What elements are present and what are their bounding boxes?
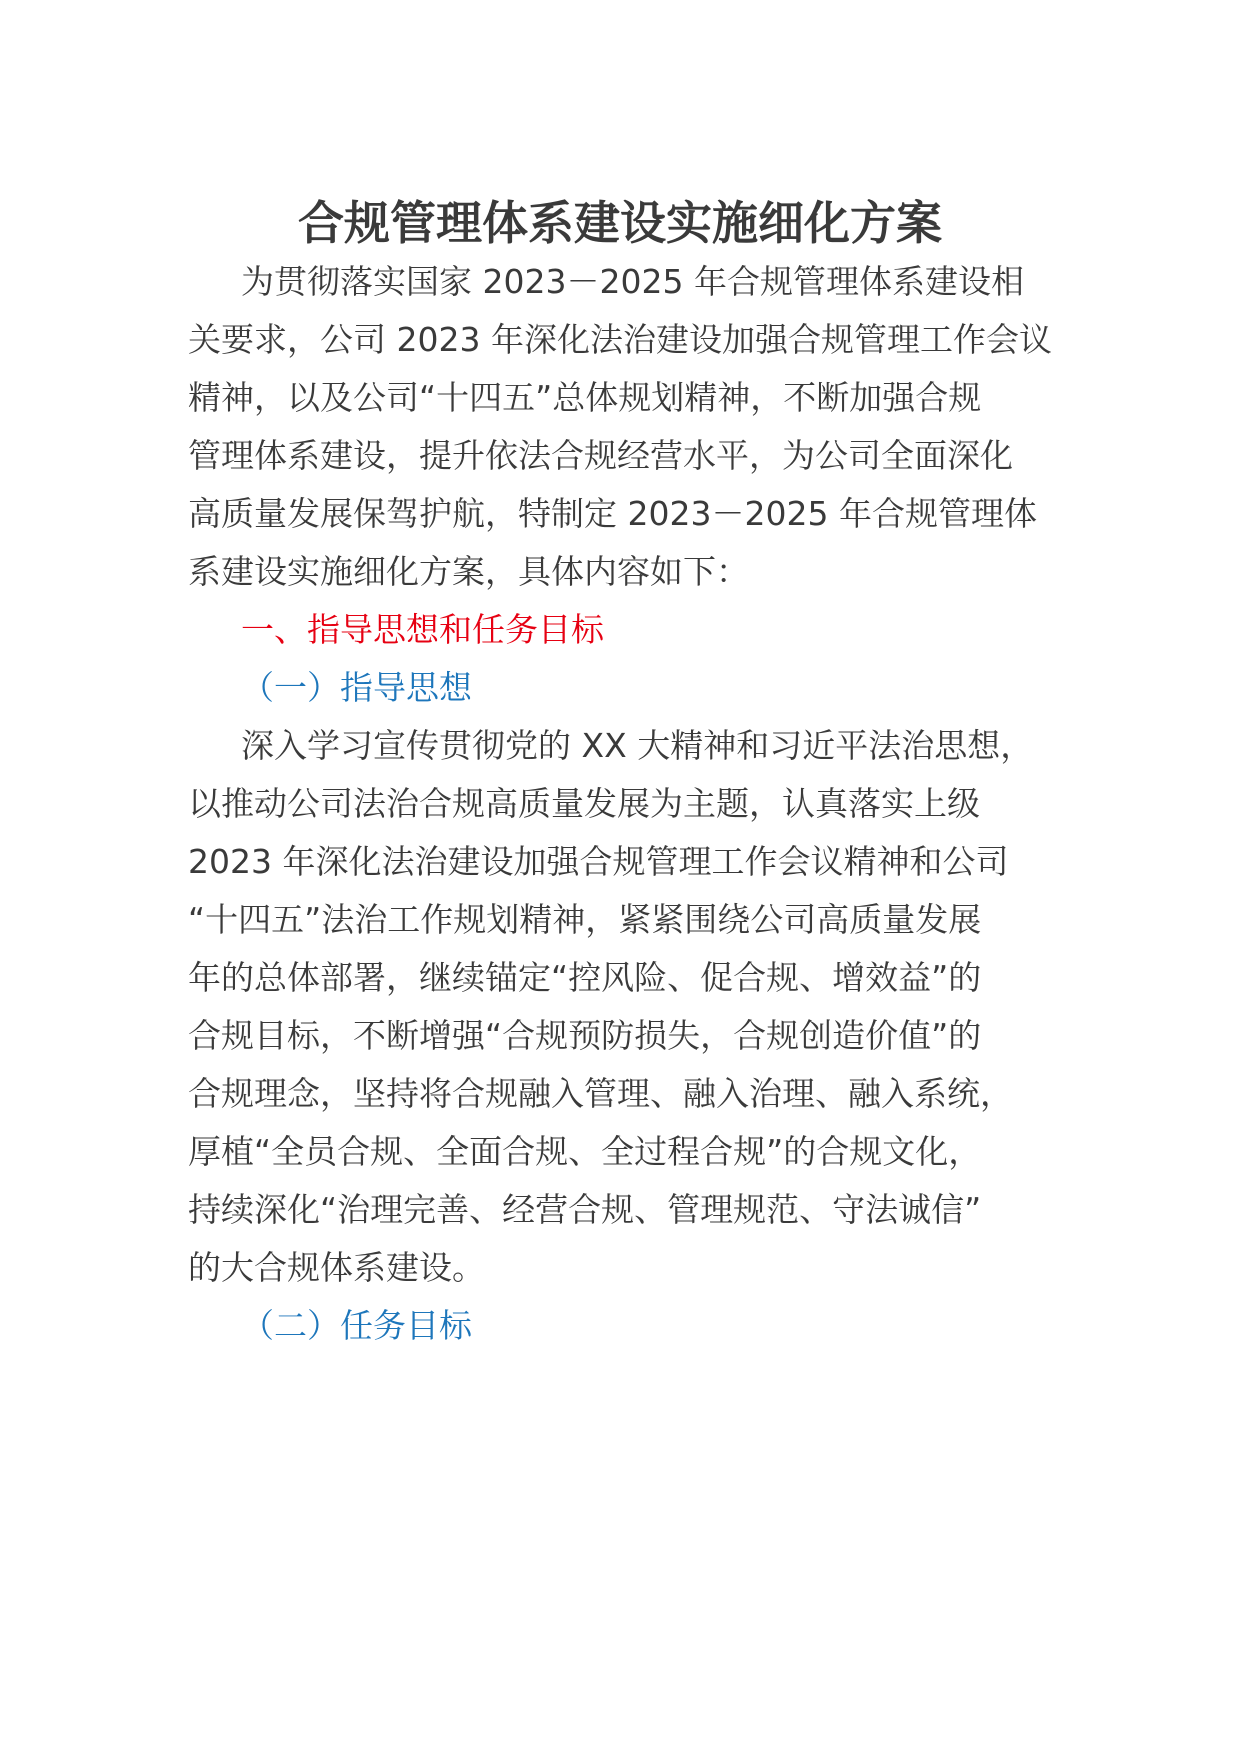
- intro-line: 管理体系建设，提升依法合规经营水平，为公司全面深化: [188, 436, 1013, 475]
- intro-line: 精神，以及公司“十四五”总体规划精神，不断加强合规: [188, 378, 982, 417]
- subsection-heading: （一）指导思想: [241, 668, 472, 707]
- guiding-line: 合规理念，坚持将合规融入管理、融入治理、融入系统，: [188, 1074, 1013, 1113]
- section-heading: 一、指导思想和任务目标: [241, 610, 604, 649]
- guiding-line: 的大合规体系建设。: [188, 1248, 485, 1287]
- guiding-line: 持续深化“治理完善、经营合规、管理规范、守法诚信”: [188, 1190, 982, 1229]
- guiding-line: 年的总体部署，继续锚定“控风险、促合规、增效益”的: [188, 958, 982, 997]
- guiding-line: “十四五”法治工作规划精神，紧紧围绕公司高质量发展: [188, 900, 982, 939]
- guiding-line: 深入学习宣传贯彻党的 XX 大精神和习近平法治思想，: [241, 726, 1034, 765]
- guiding-line: 以推动公司法治合规高质量发展为主题，认真落实上级: [188, 784, 980, 823]
- intro-line: 为贯彻落实国家 2023－2025 年合规管理体系建设相: [241, 262, 1024, 301]
- guiding-line: 2023 年深化法治建设加强合规管理工作会议精神和公司: [188, 842, 1009, 881]
- document-title: 合规管理体系建设实施细化方案: [298, 196, 942, 250]
- intro-line: 系建设实施细化方案，具体内容如下：: [188, 552, 749, 591]
- guiding-line: 合规目标，不断增强“合规预防损失，合规创造价值”的: [188, 1016, 982, 1055]
- intro-line: 高质量发展保驾护航，特制定 2023－2025 年合规管理体: [188, 494, 1037, 533]
- subsection-heading: （二）任务目标: [241, 1306, 472, 1345]
- intro-line: 关要求，公司 2023 年深化法治建设加强合规管理工作会议: [188, 320, 1052, 359]
- guiding-line: 厚植“全员合规、全面合规、全过程合规”的合规文化，: [188, 1132, 982, 1171]
